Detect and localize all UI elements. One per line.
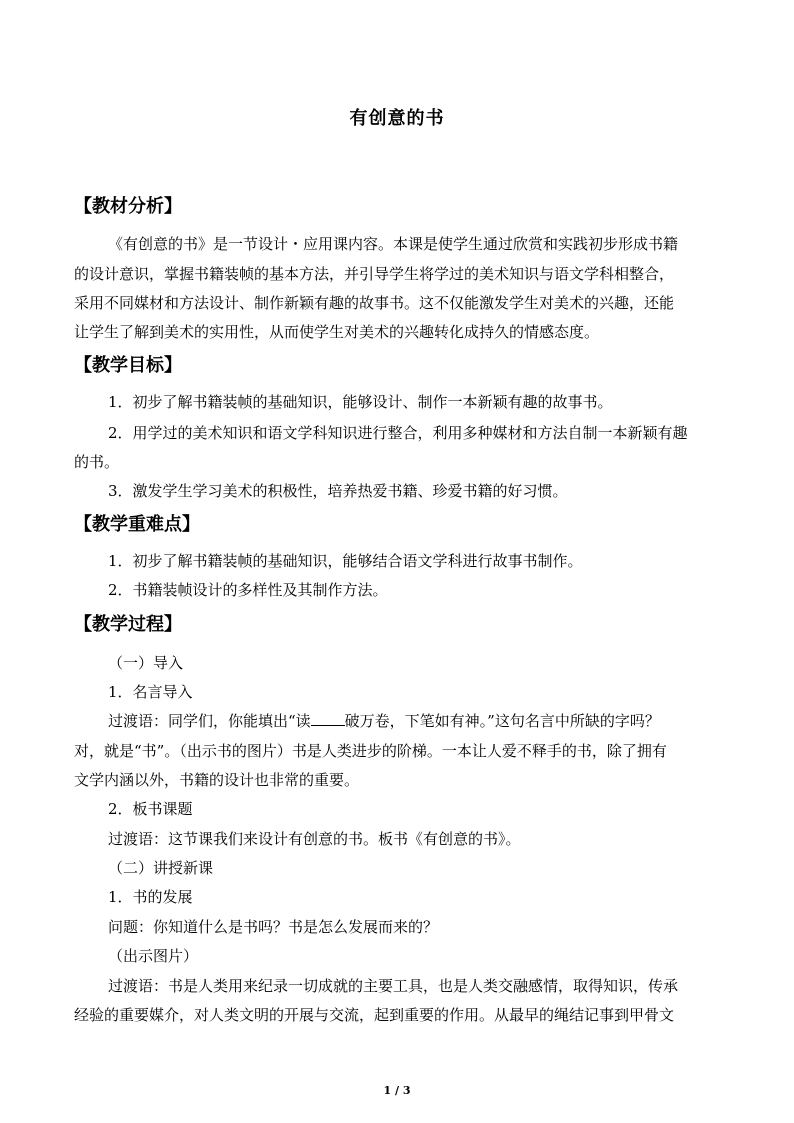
analysis-line-4: 让学生了解到美术的实用性，从而使学生对美术的兴趣转化成持久的情感态度。 bbox=[74, 323, 600, 341]
process-question: 问题：你知道什么是书吗？书是怎么发展而来的？ bbox=[108, 918, 439, 936]
section-heading-process: 【教学过程】 bbox=[74, 614, 182, 635]
keypoint-line-2: 2．书籍装帧设计的多样性及其制作方法。 bbox=[108, 581, 388, 599]
fill-blank bbox=[311, 711, 345, 726]
section-heading-analysis: 【教材分析】 bbox=[74, 196, 182, 217]
page-title: 有创意的书 bbox=[349, 108, 445, 129]
analysis-line-1: 《有创意的书》是一节设计・应用课内容。本课是使学生通过欣赏和实践初步形成书籍 bbox=[108, 235, 679, 253]
process-part-2: （二）讲授新课 bbox=[108, 859, 214, 877]
goal-line-3: 的书。 bbox=[74, 453, 120, 471]
section-heading-keypoints: 【教学重难点】 bbox=[74, 514, 200, 535]
process-line-3: 文学内涵以外，书籍的设计也非常的重要。 bbox=[74, 771, 360, 789]
process-step-1: 1．名言导入 bbox=[108, 683, 193, 701]
process-transition-1: 过渡语：同学们，你能填出“读 破万卷，下笔如有神。”这句名言中所缺的字吗？ bbox=[108, 712, 660, 730]
process-step-3: 1．书的发展 bbox=[108, 888, 193, 906]
keypoint-line-1: 1．初步了解书籍装帧的基础知识，能够结合语文学科进行故事书制作。 bbox=[108, 552, 583, 570]
process-part-1: （一）导入 bbox=[108, 654, 184, 672]
goal-line-1: 1．初步了解书籍装帧的基础知识，能够设计、制作一本新颖有趣的故事书。 bbox=[108, 393, 613, 411]
page-number: 1 / 3 bbox=[383, 1084, 411, 1097]
process-line-2: 对，就是“书”。（出示书的图片）书是人类进步的阶梯。一本让人爱不释手的书，除了拥有 bbox=[74, 742, 667, 760]
analysis-line-2: 的设计意识，掌握书籍装帧的基本方法，并引导学生将学过的美术知识与语文学科相整合， bbox=[74, 265, 675, 283]
process-show-image: （出示图片） bbox=[108, 947, 199, 965]
process-transition-3b: 经验的重要媒介，对人类文明的开展与交流，起到重要的作用。从最早的绳结记事到甲骨文 bbox=[74, 1006, 675, 1024]
process-transition-3a: 过渡语：书是人类用来纪录一切成就的主要工具，也是人类交融感情，取得知识，传承 bbox=[108, 977, 679, 995]
analysis-line-3: 采用不同媒材和方法设计、制作新颖有趣的故事书。这不仅能激发学生对美术的兴趣，还能 bbox=[74, 294, 675, 312]
process-step-2: 2．板书课题 bbox=[108, 800, 193, 818]
section-heading-goals: 【教学目标】 bbox=[74, 355, 182, 376]
process-transition-2: 过渡语：这节课我们来设计有创意的书。板书《有创意的书》。 bbox=[108, 830, 521, 848]
goal-line-4: 3．激发学生学习美术的积极性，培养热爱书籍、珍爱书籍的好习惯。 bbox=[108, 482, 568, 500]
goal-line-2: 2．用学过的美术知识和语文学科知识进行整合，利用多种媒材和方法自制一本新颖有趣 bbox=[108, 424, 688, 442]
